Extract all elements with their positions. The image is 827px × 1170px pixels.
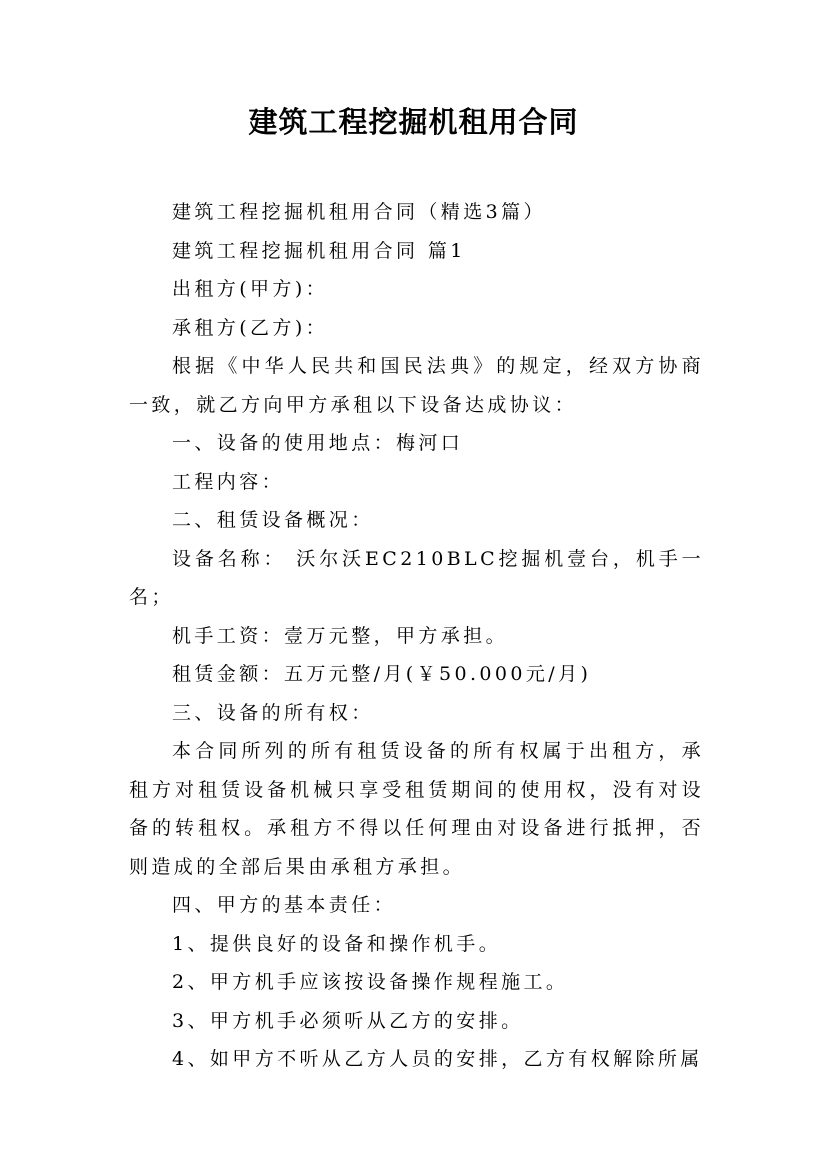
paragraph-rental-amount: 租赁金额：五万元整/月(￥50.000元/月): [172, 663, 592, 685]
paragraph-duty-1: 1、提供良好的设备和操作机手。: [172, 932, 502, 955]
paragraph-preamble: 根据《中华人民共和国民法典》的规定，经双方协商一致，就乙方向甲方承租以下设备达成协议：: [129, 355, 704, 416]
paragraph-ownership: 本合同所列的所有租赁设备的所有权属于出租方，承租方对租赁设备机械只享受租赁期间的使用权，没有对设备的转租权。承租方不得以任何理由对设备进行抵押，否则造成的全部后果由承租方承担。: [129, 740, 704, 878]
document-title: 建筑工程挖掘机租用合同: [248, 105, 579, 139]
document-body: [129, 193, 704, 1079]
paragraph-section-2: 二、租赁设备概况：: [172, 509, 374, 531]
paragraph-lessee: 承租方(乙方)：: [172, 316, 329, 339]
paragraph-operator-wage: 机手工资：壹万元整，甲方承担。: [172, 624, 509, 647]
paragraph-section-4: 四、甲方的基本责任：: [172, 894, 397, 916]
paragraph-section-1: 一、设备的使用地点：梅河口: [172, 432, 464, 454]
paragraph-project-content: 工程内容：: [172, 470, 285, 493]
paragraph-equipment-name: 设备名称： 沃尔沃EC210BLC挖掘机壹台，机手一名；: [129, 547, 704, 608]
paragraph-duty-4: 4、如甲方不听从乙方人员的安排，乙方有权解除所属: [172, 1048, 703, 1070]
paragraph-subtitle: 建筑工程挖掘机租用合同（精选3篇）: [172, 201, 546, 223]
paragraph-section-3: 三、设备的所有权：: [172, 701, 374, 724]
paragraph-article-heading: 建筑工程挖掘机租用合同 篇1: [172, 239, 466, 262]
paragraph-lessor: 出租方(甲方)：: [172, 278, 329, 300]
paragraph-duty-2: 2、甲方机手应该按设备操作规程施工。: [172, 971, 569, 993]
paragraph-duty-3: 3、甲方机手必须听从乙方的安排。: [172, 1009, 524, 1032]
